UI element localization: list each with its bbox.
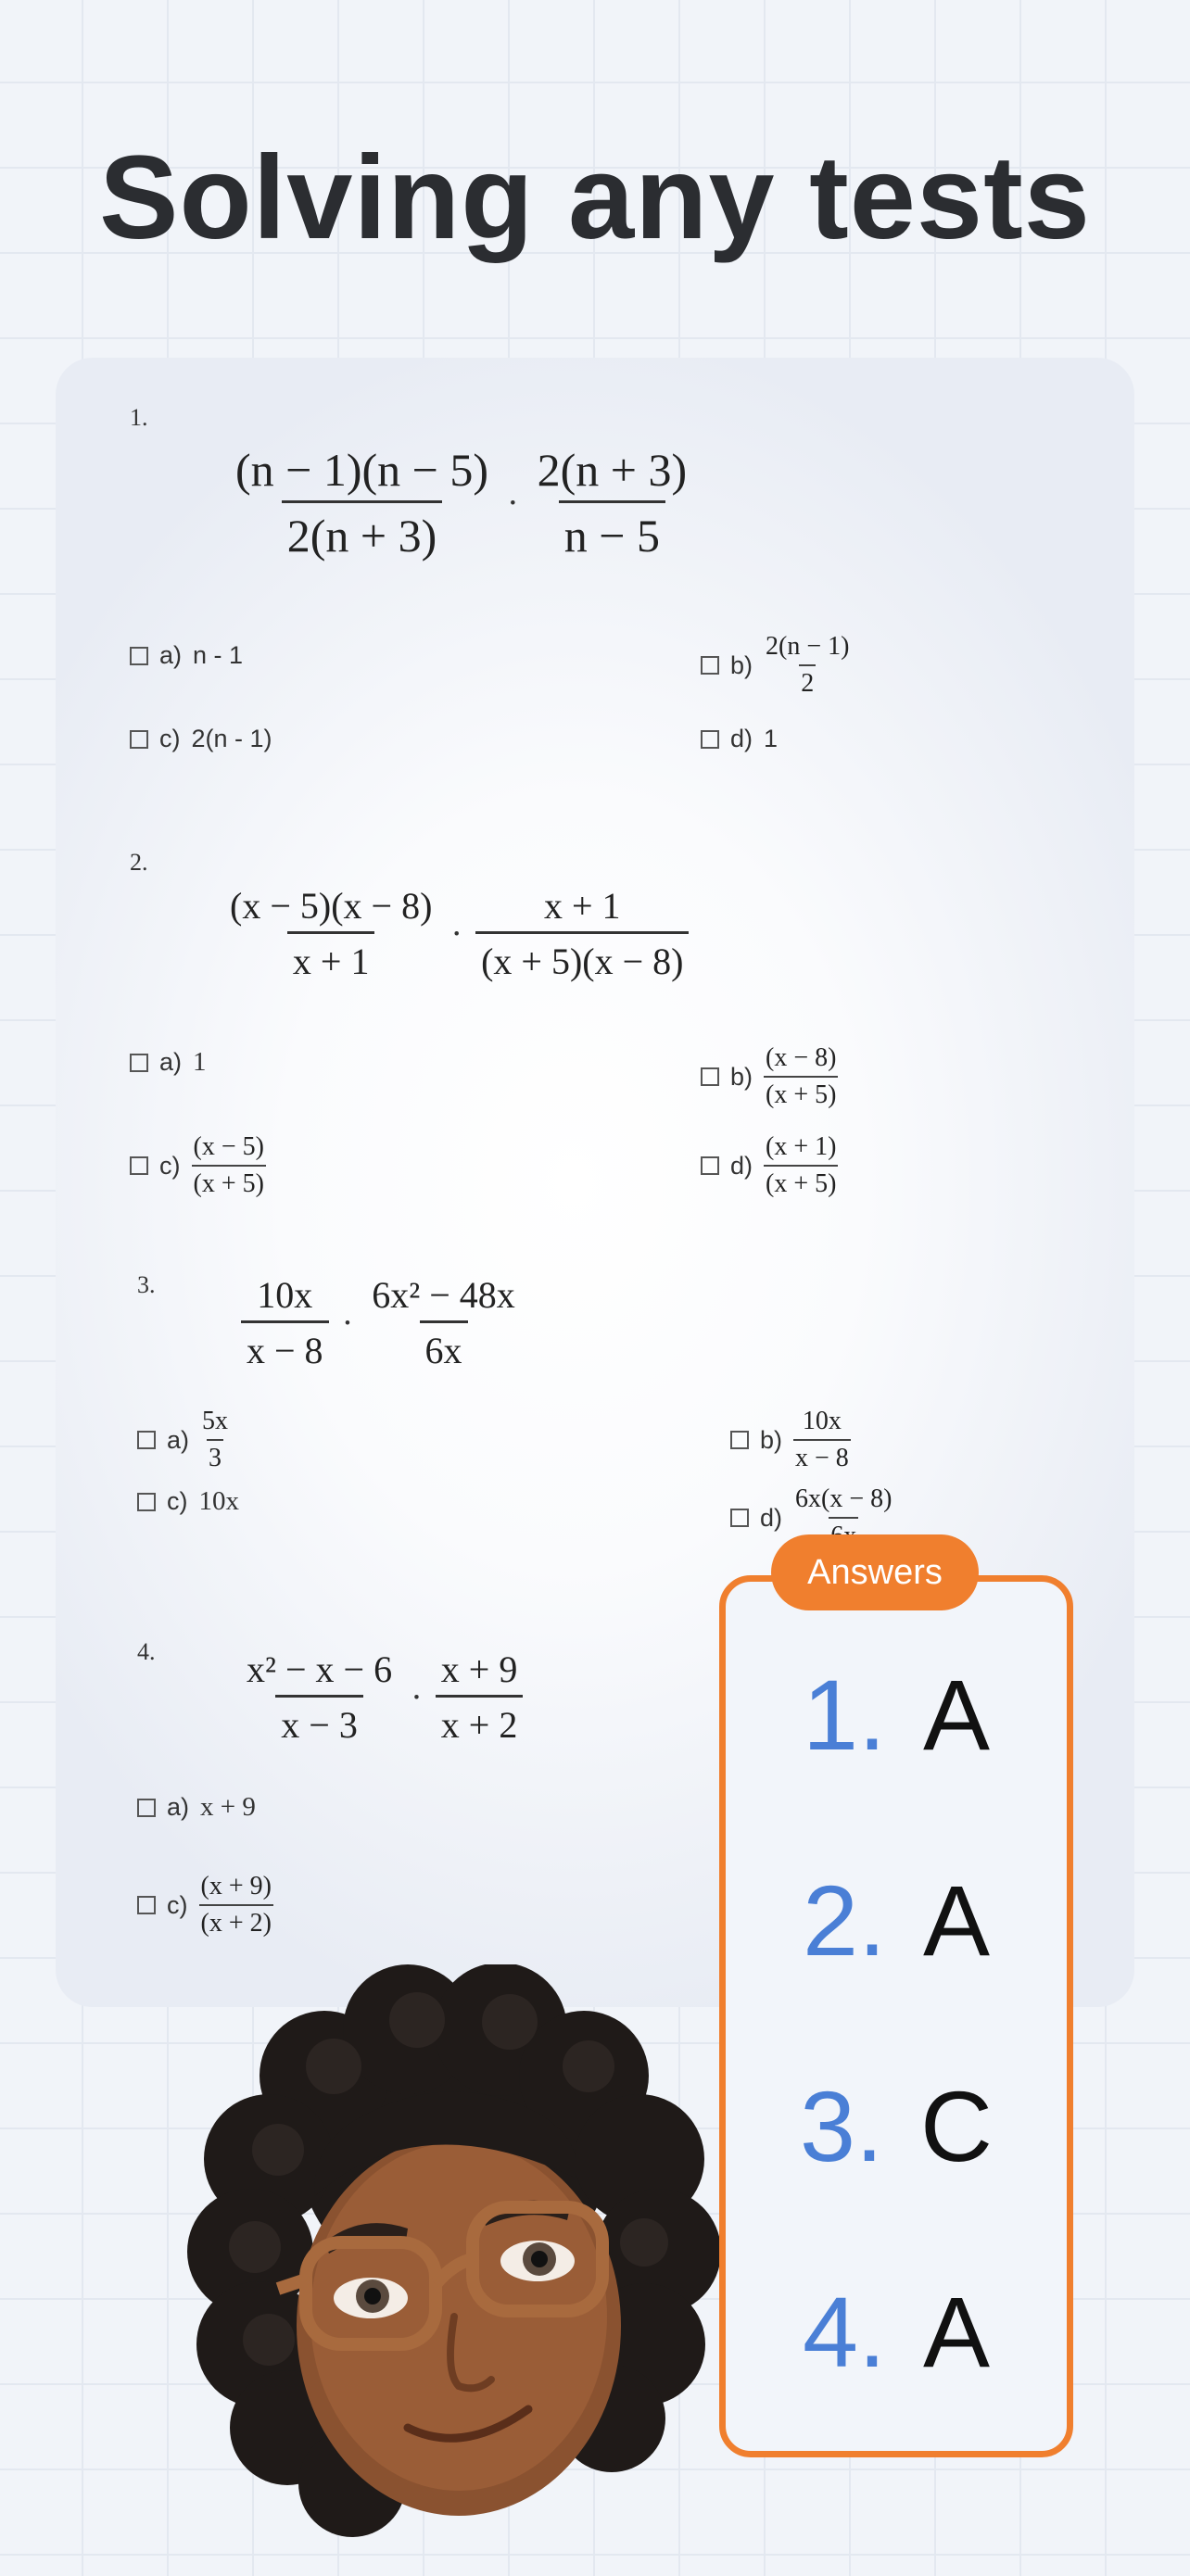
fraction: $\frac{2(n + 3)}{n - 5}$ xyxy=(537,444,688,562)
fraction: $\frac{10x}{x - 8}$ xyxy=(241,1273,329,1372)
checkbox-icon[interactable] xyxy=(701,656,719,675)
fraction: $\frac{(x - 5)(x - 8)}{x + 1}$ xyxy=(230,885,433,982)
checkbox-icon[interactable] xyxy=(130,1156,148,1175)
fraction: 6x(x − 8) xyxy=(793,1484,893,1551)
question-expression: $\frac{(n - 1)(n - 5)}{2(n + 3)}$ · $\frac{2(n + 3)}{n - 5}$ xyxy=(230,443,692,562)
fraction: $\frac{(x - 8)}{(x + 5)}$ xyxy=(766,1043,837,1109)
checkbox-icon[interactable] xyxy=(701,730,719,749)
option-d[interactable]: d) 6x(x − 8) xyxy=(730,1484,893,1551)
fraction: $\frac{x + 1}{(x + 5)(x - 8)}$ xyxy=(475,884,689,983)
question-number: 2. xyxy=(130,849,148,876)
fraction: $\frac{x + 9}{x + 2}$ xyxy=(436,1648,524,1747)
option-c[interactable]: c) $\frac{(x - 5)}{(x + 5)}$ xyxy=(130,1132,266,1199)
checkbox-icon[interactable] xyxy=(701,1067,719,1086)
option-d[interactable]: d) 1 xyxy=(701,725,778,753)
fraction: $\frac{5x}{3}$ xyxy=(202,1407,229,1472)
checkbox-icon[interactable] xyxy=(130,1054,148,1072)
question-number: 1. xyxy=(130,404,148,431)
checkbox-icon[interactable] xyxy=(701,1156,719,1175)
option-a[interactable]: a) 1 xyxy=(130,1047,207,1078)
answer-row: 4. A xyxy=(802,2276,991,2388)
option-c[interactable]: c) $\frac{(x + 9)}{(x + 2)}$ xyxy=(137,1872,273,1938)
option-d[interactable]: d) $\frac{(x + 1)}{(x + 5)}$ xyxy=(701,1132,838,1199)
checkbox-icon[interactable] xyxy=(730,1509,749,1527)
option-a[interactable]: a) $\frac{5x}{3}$ xyxy=(137,1407,230,1473)
fraction: $\frac{(x - 5)}{(x + 5)}$ xyxy=(193,1132,264,1198)
answer-row: 1. A xyxy=(802,1659,991,1771)
answers-panel xyxy=(719,1575,1073,2457)
option-b[interactable]: b) $\frac{(x - 8)}{(x + 5)}$ xyxy=(701,1043,838,1110)
fraction: $\frac{\text{x² − x − 6}}{x - 3}$ xyxy=(247,1648,393,1746)
fraction: $\frac{(x + 9)}{(x + 2)}$ xyxy=(200,1872,272,1938)
option-c[interactable]: c) 10x xyxy=(137,1486,239,1517)
answer-row: 2. A xyxy=(802,1864,991,1976)
option-b[interactable]: b) $\frac{2(n - 1)}{2}$ xyxy=(701,632,851,699)
question-expression: $\frac{(x - 5)(x - 8)}{x + 1}$ · $\frac{x + 1}{(x + 5)(x - 8)}$ xyxy=(224,884,689,983)
page-title: Solving any tests xyxy=(99,132,1091,264)
question-expression: $\frac{10x}{x - 8}$ · $\frac{\text{6x² − 48x}}{6x}$ xyxy=(241,1273,521,1372)
fraction: $\frac{2(n - 1)}{2}$ xyxy=(766,632,850,698)
option-a[interactable]: a) n - 1 xyxy=(130,641,243,670)
question-expression: $\frac{\text{x² − x − 6}}{x - 3}$ · $\frac{x + 9}{x + 2}$ xyxy=(241,1648,523,1747)
question-number: 4. xyxy=(137,1638,156,1665)
option-b[interactable]: b) $\frac{10x}{x - 8}$ xyxy=(730,1407,851,1473)
checkbox-icon[interactable] xyxy=(137,1431,156,1449)
answer-row: 3. C xyxy=(799,2070,994,2182)
checkbox-icon[interactable] xyxy=(137,1896,156,1914)
fraction: $\frac{\text{6x² − 48x}}{6x}$ xyxy=(372,1274,515,1371)
checkbox-icon[interactable] xyxy=(130,647,148,665)
fraction: $\frac{(x + 1)}{(x + 5)}$ xyxy=(766,1132,837,1198)
option-c[interactable]: c) 2(n - 1) xyxy=(130,725,272,753)
option-a[interactable]: a) x + 9 xyxy=(137,1792,256,1823)
answers-tag: Answers xyxy=(771,1534,979,1610)
checkbox-icon[interactable] xyxy=(137,1493,156,1511)
fraction: $\frac{(n - 1)(n - 5)}{2(n + 3)}$ xyxy=(235,444,488,562)
memoji-avatar xyxy=(139,1964,769,2576)
question-number: 3. xyxy=(137,1271,156,1298)
checkbox-icon[interactable] xyxy=(130,730,148,749)
checkbox-icon[interactable] xyxy=(137,1799,156,1817)
checkbox-icon[interactable] xyxy=(730,1431,749,1449)
fraction: $\frac{10x}{x - 8}$ xyxy=(795,1407,849,1472)
